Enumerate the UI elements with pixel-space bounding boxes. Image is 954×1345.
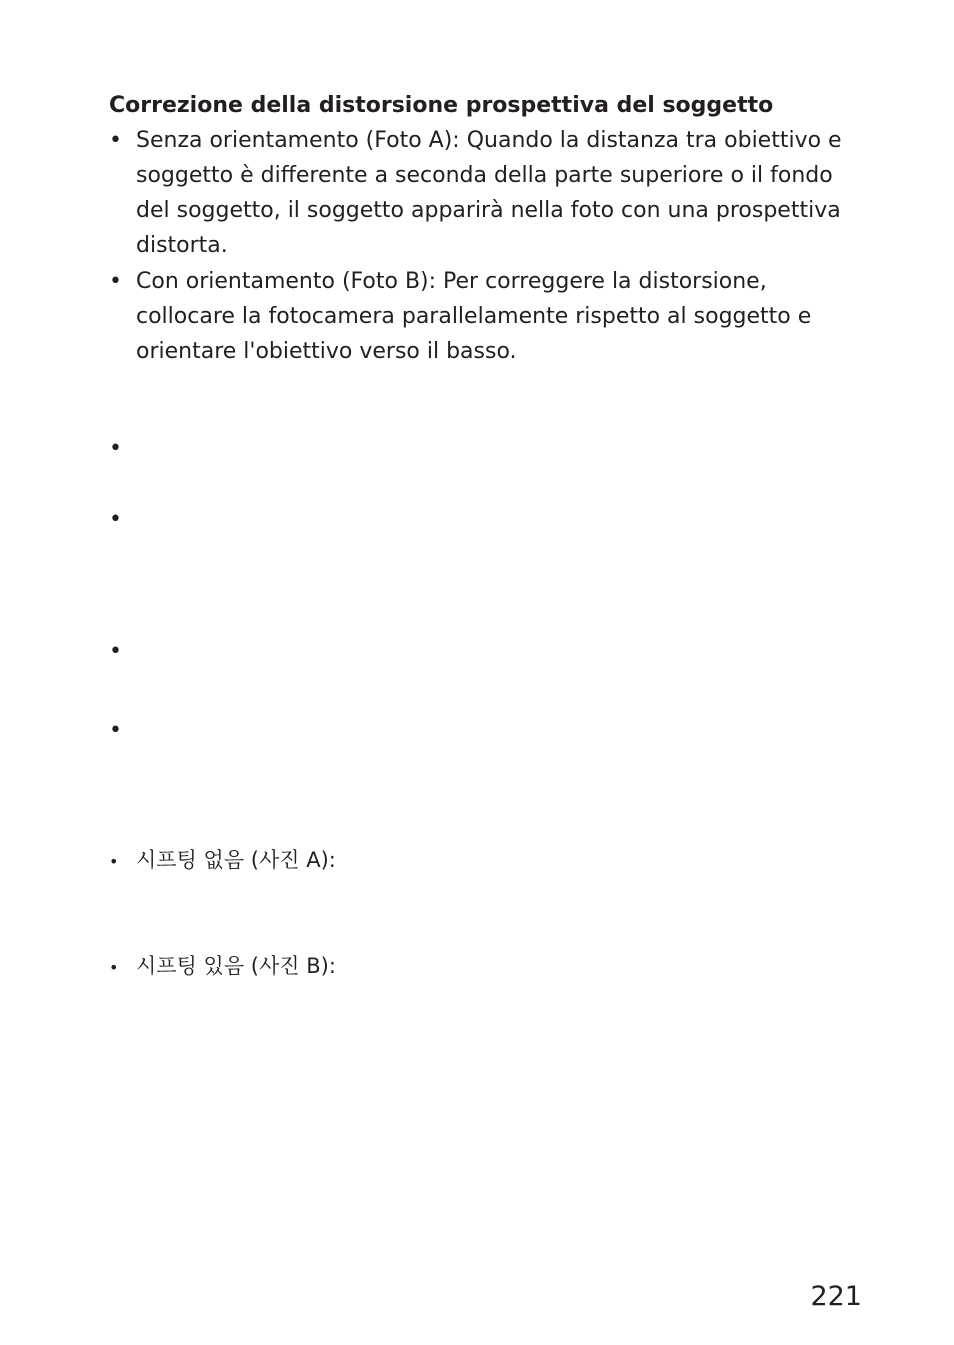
list-item-body: Quando la distanza tra obiettivo e soggetto è differente a seconda della parte superiore o il fondo del soggetto, il soggetto apparirà nella foto con una prospettiva distorta. (136, 128, 842, 258)
empty-bullet: • (109, 507, 122, 532)
bullet-dot: • (109, 958, 119, 977)
bullet-dot: • (109, 269, 122, 294)
list-item-with-tilt (109, 264, 869, 369)
korean-list-item-without-shift (109, 844, 336, 878)
list-item-body: Per correggere la distorsione, collocare la fotocamera parallelamente rispetto al soggetto e orientare l'obiettivo verso il basso. (136, 269, 812, 364)
korean-list-item-with-shift (109, 950, 336, 984)
bullet-dot: • (109, 128, 122, 153)
list-item-label: Con orientamento (Foto B): (136, 269, 437, 294)
empty-bullet: • (109, 718, 122, 743)
bullet-dot: • (109, 852, 119, 871)
list-item-label: Senza orientamento (Foto A): (136, 128, 460, 153)
korean-item-text: 시프팅 있음 (사진 B): (136, 954, 336, 978)
empty-bullet: • (109, 436, 122, 461)
page-number: 221 (810, 1281, 862, 1312)
korean-item-text: 시프팅 없음 (사진 A): (136, 848, 336, 872)
empty-bullet: • (109, 639, 122, 664)
list-item-without-tilt (109, 123, 869, 263)
section-heading: Correzione della distorsione prospettiva del soggetto (109, 93, 774, 118)
list-item-text (136, 123, 856, 263)
list-item-text (136, 264, 856, 369)
